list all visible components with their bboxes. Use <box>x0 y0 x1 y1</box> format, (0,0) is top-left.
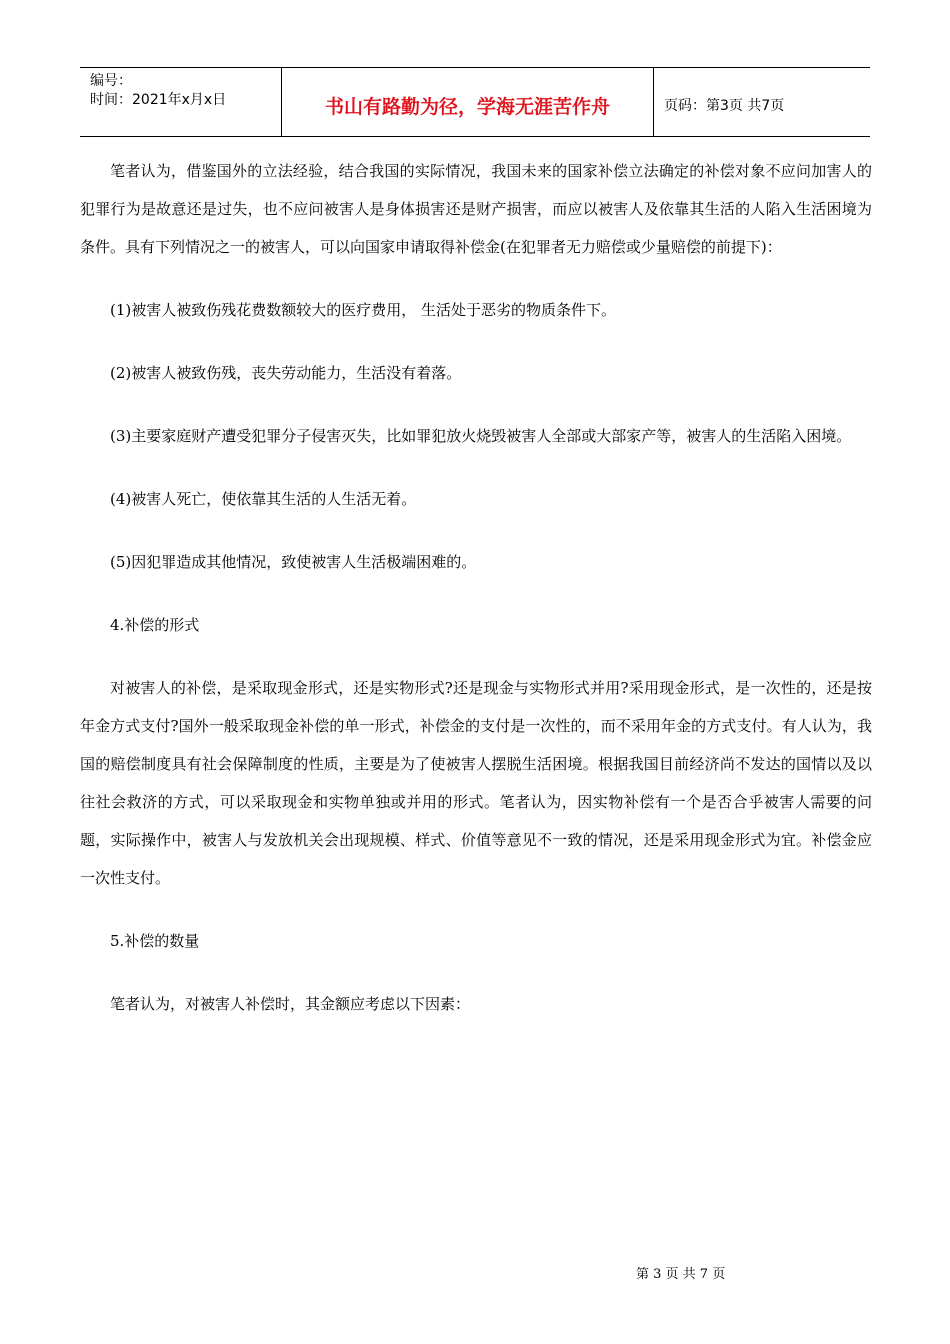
paragraph-compensation-form: 对被害人的补偿，是采取现金形式，还是实物形式?还是现金与实物形式并用?采用现金形式，是一次性的，还是按年金方式支付?国外一般采取现金补偿的单一形式，补偿金的支付是一次性的，而不采用年金的方式支付。有人认为，我国的赔偿制度具有社会保障制度的性质，主要是为了使被害人摆脱生活困境。根据我国目前经济尚不发达的国情以及以往社会救济的方式，可以采取现金和实物单独或并用的形式。笔者认为，因实物补偿有一个是否合乎被害人需要的问题，实际操作中，被害人与发放机关会出现规模、样式、价值等意见不一致的情况，还是采用现金形式为宜。补偿金应一次性支付。 <box>80 679 872 887</box>
list-item-5: (5)因犯罪造成其他情况，致使被害人生活极端困难的。 <box>110 553 477 571</box>
header-page-info: 页码：第3页 共7页 <box>664 98 785 114</box>
document-body <box>80 152 872 1023</box>
list-item-2: (2)被害人被致伤残，丧失劳动能力，生活没有着落。 <box>110 364 462 382</box>
section-heading-5: 5.补偿的数量 <box>110 932 200 950</box>
header-motto: 书山有路勤为径，学海无涯苦作舟 <box>282 68 654 136</box>
page-header <box>80 67 870 137</box>
list-item-1: (1)被害人被致伤残花费数额较大的医疗费用， 生活处于恶劣的物质条件下。 <box>110 301 617 319</box>
header-meta <box>80 68 282 136</box>
list-item-4: (4)被害人死亡，使依靠其生活的人生活无着。 <box>110 490 417 508</box>
list-item-3: (3)主要家庭财产遭受犯罪分子侵害灭失，比如罪犯放火烧毁被害人全部或大部家产等，被害人的生活陷入困境。 <box>110 427 852 445</box>
page-footer: 第 3 页 共 7 页 <box>636 1267 726 1282</box>
paragraph-compensation-objects: 笔者认为，借鉴国外的立法经验，结合我国的实际情况，我国未来的国家补偿立法确定的补偿对象不应问加害人的犯罪行为是故意还是过失，也不应问被害人是身体损害还是财产损害，而应以被害人及依靠其生活的人陷入生活困境为条件。具有下列情况之一的被害人，可以向国家申请取得补偿金(在犯罪者无力赔偿或少量赔偿的前提下)： <box>80 162 872 256</box>
paragraph-compensation-amount: 笔者认为，对被害人补偿时，其金额应考虑以下因素： <box>110 995 471 1013</box>
header-number: 编号： <box>90 73 132 89</box>
section-heading-4: 4.补偿的形式 <box>110 616 200 634</box>
header-date: 时间：2021年x月x日 <box>90 92 227 108</box>
